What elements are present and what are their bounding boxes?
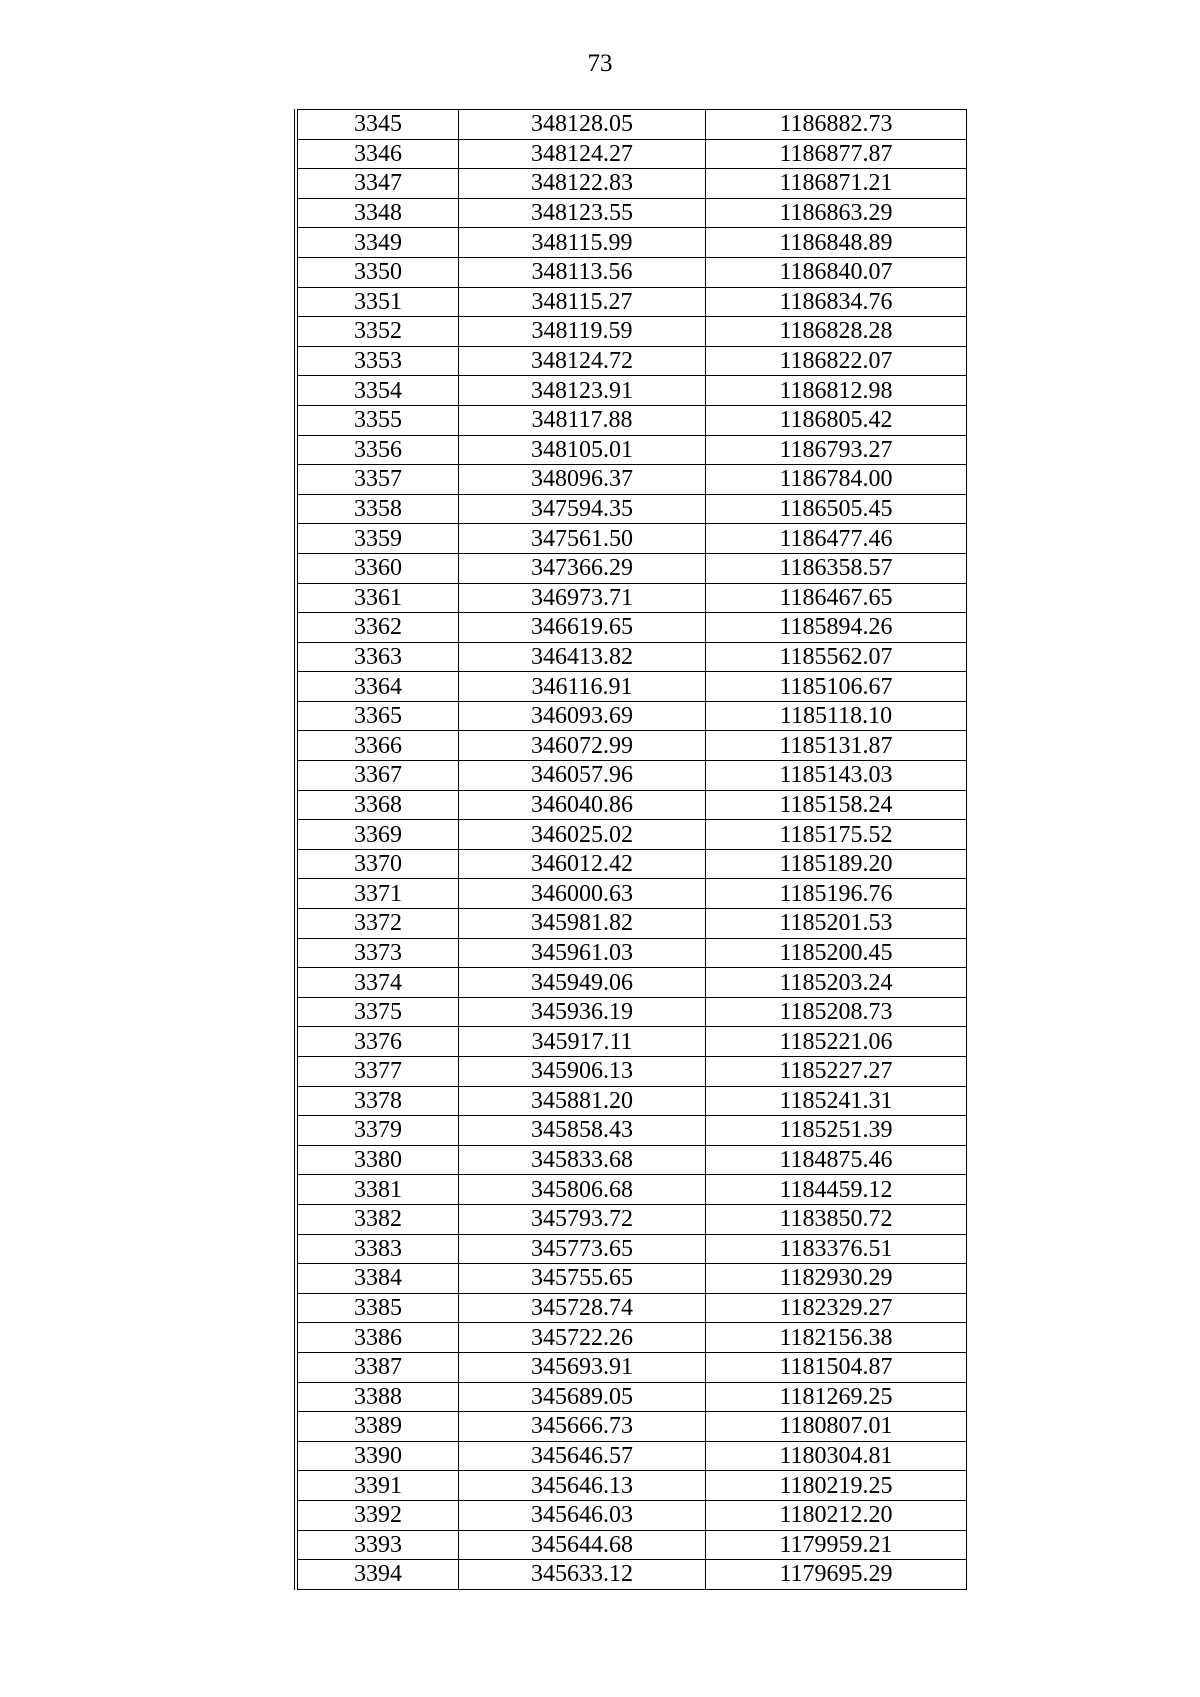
x-coordinate-cell: 348119.59 bbox=[459, 317, 706, 347]
table-row bbox=[296, 1175, 967, 1205]
table-row bbox=[296, 583, 967, 613]
y-coordinate-cell: 1186805.42 bbox=[706, 405, 967, 435]
table-row bbox=[296, 1500, 967, 1530]
point-number-cell: 3361 bbox=[296, 583, 459, 613]
table-row bbox=[296, 553, 967, 583]
point-number-cell: 3365 bbox=[296, 701, 459, 731]
x-coordinate-cell: 346093.69 bbox=[459, 701, 706, 731]
point-number-cell: 3375 bbox=[296, 997, 459, 1027]
y-coordinate-cell: 1185143.03 bbox=[706, 761, 967, 791]
point-number-cell: 3348 bbox=[296, 198, 459, 228]
x-coordinate-cell: 345646.13 bbox=[459, 1471, 706, 1501]
y-coordinate-cell: 1186477.46 bbox=[706, 524, 967, 554]
table-row bbox=[296, 1293, 967, 1323]
x-coordinate-cell: 345644.68 bbox=[459, 1530, 706, 1560]
point-number-cell: 3345 bbox=[296, 110, 459, 140]
y-coordinate-cell: 1179695.29 bbox=[706, 1560, 967, 1590]
y-coordinate-cell: 1180304.81 bbox=[706, 1441, 967, 1471]
x-coordinate-cell: 345646.57 bbox=[459, 1441, 706, 1471]
point-number-cell: 3378 bbox=[296, 1086, 459, 1116]
y-coordinate-cell: 1186793.27 bbox=[706, 435, 967, 465]
x-coordinate-cell: 348105.01 bbox=[459, 435, 706, 465]
y-coordinate-cell: 1185894.26 bbox=[706, 613, 967, 643]
y-coordinate-cell: 1183376.51 bbox=[706, 1234, 967, 1264]
y-coordinate-cell: 1181269.25 bbox=[706, 1382, 967, 1412]
y-coordinate-cell: 1182329.27 bbox=[706, 1293, 967, 1323]
x-coordinate-cell: 345881.20 bbox=[459, 1086, 706, 1116]
table-row bbox=[296, 1057, 967, 1087]
table-row bbox=[296, 938, 967, 968]
x-coordinate-cell: 348123.55 bbox=[459, 198, 706, 228]
table-row bbox=[296, 376, 967, 406]
x-coordinate-cell: 345936.19 bbox=[459, 997, 706, 1027]
table-row bbox=[296, 435, 967, 465]
table-row bbox=[296, 169, 967, 199]
y-coordinate-cell: 1185175.52 bbox=[706, 820, 967, 850]
x-coordinate-cell: 345981.82 bbox=[459, 909, 706, 939]
table-row bbox=[296, 761, 967, 791]
table-row bbox=[296, 1116, 967, 1146]
y-coordinate-cell: 1182930.29 bbox=[706, 1264, 967, 1294]
page-number: 73 bbox=[587, 50, 613, 77]
x-coordinate-cell: 348096.37 bbox=[459, 465, 706, 495]
x-coordinate-cell: 348115.99 bbox=[459, 228, 706, 258]
table-row bbox=[296, 1027, 967, 1057]
point-number-cell: 3350 bbox=[296, 257, 459, 287]
point-number-cell: 3393 bbox=[296, 1530, 459, 1560]
y-coordinate-cell: 1186863.29 bbox=[706, 198, 967, 228]
y-coordinate-cell: 1185241.31 bbox=[706, 1086, 967, 1116]
y-coordinate-cell: 1185200.45 bbox=[706, 938, 967, 968]
x-coordinate-cell: 345633.12 bbox=[459, 1560, 706, 1590]
coordinates-table-body bbox=[296, 110, 967, 1590]
x-coordinate-cell: 345728.74 bbox=[459, 1293, 706, 1323]
y-coordinate-cell: 1184459.12 bbox=[706, 1175, 967, 1205]
point-number-cell: 3356 bbox=[296, 435, 459, 465]
x-coordinate-cell: 346057.96 bbox=[459, 761, 706, 791]
point-number-cell: 3390 bbox=[296, 1441, 459, 1471]
y-coordinate-cell: 1185158.24 bbox=[706, 790, 967, 820]
table-row bbox=[296, 790, 967, 820]
y-coordinate-cell: 1186871.21 bbox=[706, 169, 967, 199]
y-coordinate-cell: 1186822.07 bbox=[706, 346, 967, 376]
table-row bbox=[296, 524, 967, 554]
x-coordinate-cell: 345693.91 bbox=[459, 1352, 706, 1382]
point-number-cell: 3385 bbox=[296, 1293, 459, 1323]
point-number-cell: 3383 bbox=[296, 1234, 459, 1264]
point-number-cell: 3380 bbox=[296, 1145, 459, 1175]
table-row bbox=[296, 317, 967, 347]
table-row bbox=[296, 1086, 967, 1116]
x-coordinate-cell: 346116.91 bbox=[459, 672, 706, 702]
y-coordinate-cell: 1185251.39 bbox=[706, 1116, 967, 1146]
y-coordinate-cell: 1185118.10 bbox=[706, 701, 967, 731]
table-row bbox=[296, 879, 967, 909]
x-coordinate-cell: 348124.72 bbox=[459, 346, 706, 376]
table-row bbox=[296, 849, 967, 879]
x-coordinate-cell: 346973.71 bbox=[459, 583, 706, 613]
y-coordinate-cell: 1185208.73 bbox=[706, 997, 967, 1027]
y-coordinate-cell: 1185562.07 bbox=[706, 642, 967, 672]
y-coordinate-cell: 1179959.21 bbox=[706, 1530, 967, 1560]
table-row bbox=[296, 1323, 967, 1353]
table-row bbox=[296, 405, 967, 435]
point-number-cell: 3372 bbox=[296, 909, 459, 939]
y-coordinate-cell: 1184875.46 bbox=[706, 1145, 967, 1175]
point-number-cell: 3369 bbox=[296, 820, 459, 850]
y-coordinate-cell: 1185201.53 bbox=[706, 909, 967, 939]
x-coordinate-cell: 345806.68 bbox=[459, 1175, 706, 1205]
point-number-cell: 3379 bbox=[296, 1116, 459, 1146]
point-number-cell: 3367 bbox=[296, 761, 459, 791]
y-coordinate-cell: 1185227.27 bbox=[706, 1057, 967, 1087]
table-row bbox=[296, 642, 967, 672]
table-row bbox=[296, 1234, 967, 1264]
x-coordinate-cell: 346000.63 bbox=[459, 879, 706, 909]
table-row bbox=[296, 1352, 967, 1382]
y-coordinate-cell: 1186840.07 bbox=[706, 257, 967, 287]
point-number-cell: 3359 bbox=[296, 524, 459, 554]
table-row bbox=[296, 1382, 967, 1412]
x-coordinate-cell: 348128.05 bbox=[459, 110, 706, 140]
table-row bbox=[296, 346, 967, 376]
x-coordinate-cell: 347366.29 bbox=[459, 553, 706, 583]
point-number-cell: 3368 bbox=[296, 790, 459, 820]
table-row bbox=[296, 139, 967, 169]
point-number-cell: 3347 bbox=[296, 169, 459, 199]
point-number-cell: 3349 bbox=[296, 228, 459, 258]
table-row bbox=[296, 465, 967, 495]
point-number-cell: 3353 bbox=[296, 346, 459, 376]
point-number-cell: 3346 bbox=[296, 139, 459, 169]
point-number-cell: 3388 bbox=[296, 1382, 459, 1412]
x-coordinate-cell: 345689.05 bbox=[459, 1382, 706, 1412]
x-coordinate-cell: 345646.03 bbox=[459, 1500, 706, 1530]
point-number-cell: 3358 bbox=[296, 494, 459, 524]
point-number-cell: 3374 bbox=[296, 968, 459, 998]
point-number-cell: 3376 bbox=[296, 1027, 459, 1057]
point-number-cell: 3391 bbox=[296, 1471, 459, 1501]
x-coordinate-cell: 348123.91 bbox=[459, 376, 706, 406]
y-coordinate-cell: 1186358.57 bbox=[706, 553, 967, 583]
point-number-cell: 3362 bbox=[296, 613, 459, 643]
y-coordinate-cell: 1182156.38 bbox=[706, 1323, 967, 1353]
x-coordinate-cell: 347594.35 bbox=[459, 494, 706, 524]
table-row bbox=[296, 731, 967, 761]
table-row bbox=[296, 110, 967, 140]
point-number-cell: 3386 bbox=[296, 1323, 459, 1353]
y-coordinate-cell: 1183850.72 bbox=[706, 1204, 967, 1234]
point-number-cell: 3389 bbox=[296, 1412, 459, 1442]
x-coordinate-cell: 348115.27 bbox=[459, 287, 706, 317]
point-number-cell: 3392 bbox=[296, 1500, 459, 1530]
point-number-cell: 3370 bbox=[296, 849, 459, 879]
point-number-cell: 3354 bbox=[296, 376, 459, 406]
y-coordinate-cell: 1185196.76 bbox=[706, 879, 967, 909]
point-number-cell: 3363 bbox=[296, 642, 459, 672]
point-number-cell: 3377 bbox=[296, 1057, 459, 1087]
y-coordinate-cell: 1185131.87 bbox=[706, 731, 967, 761]
table-row bbox=[296, 701, 967, 731]
x-coordinate-cell: 346413.82 bbox=[459, 642, 706, 672]
table-row bbox=[296, 494, 967, 524]
y-coordinate-cell: 1185221.06 bbox=[706, 1027, 967, 1057]
point-number-cell: 3351 bbox=[296, 287, 459, 317]
x-coordinate-cell: 345666.73 bbox=[459, 1412, 706, 1442]
table-row bbox=[296, 1145, 967, 1175]
x-coordinate-cell: 345961.03 bbox=[459, 938, 706, 968]
table-row bbox=[296, 1204, 967, 1234]
y-coordinate-cell: 1185203.24 bbox=[706, 968, 967, 998]
table-row bbox=[296, 198, 967, 228]
table-row bbox=[296, 287, 967, 317]
y-coordinate-cell: 1186877.87 bbox=[706, 139, 967, 169]
point-number-cell: 3366 bbox=[296, 731, 459, 761]
point-number-cell: 3352 bbox=[296, 317, 459, 347]
x-coordinate-cell: 348124.27 bbox=[459, 139, 706, 169]
y-coordinate-cell: 1181504.87 bbox=[706, 1352, 967, 1382]
point-number-cell: 3394 bbox=[296, 1560, 459, 1590]
table-row bbox=[296, 909, 967, 939]
point-number-cell: 3371 bbox=[296, 879, 459, 909]
x-coordinate-cell: 345833.68 bbox=[459, 1145, 706, 1175]
point-number-cell: 3387 bbox=[296, 1352, 459, 1382]
coordinates-table bbox=[294, 109, 967, 1590]
x-coordinate-cell: 347561.50 bbox=[459, 524, 706, 554]
x-coordinate-cell: 345773.65 bbox=[459, 1234, 706, 1264]
y-coordinate-cell: 1186834.76 bbox=[706, 287, 967, 317]
point-number-cell: 3381 bbox=[296, 1175, 459, 1205]
point-number-cell: 3384 bbox=[296, 1264, 459, 1294]
x-coordinate-cell: 348113.56 bbox=[459, 257, 706, 287]
table-row bbox=[296, 820, 967, 850]
x-coordinate-cell: 345949.06 bbox=[459, 968, 706, 998]
y-coordinate-cell: 1180219.25 bbox=[706, 1471, 967, 1501]
table-row bbox=[296, 228, 967, 258]
table-row bbox=[296, 1412, 967, 1442]
table-row bbox=[296, 257, 967, 287]
table-row bbox=[296, 997, 967, 1027]
table-row bbox=[296, 1471, 967, 1501]
point-number-cell: 3364 bbox=[296, 672, 459, 702]
x-coordinate-cell: 346025.02 bbox=[459, 820, 706, 850]
x-coordinate-cell: 348117.88 bbox=[459, 405, 706, 435]
y-coordinate-cell: 1186882.73 bbox=[706, 110, 967, 140]
y-coordinate-cell: 1186505.45 bbox=[706, 494, 967, 524]
table-row bbox=[296, 1441, 967, 1471]
x-coordinate-cell: 345917.11 bbox=[459, 1027, 706, 1057]
x-coordinate-cell: 345793.72 bbox=[459, 1204, 706, 1234]
y-coordinate-cell: 1186848.89 bbox=[706, 228, 967, 258]
point-number-cell: 3360 bbox=[296, 553, 459, 583]
table-row bbox=[296, 1530, 967, 1560]
x-coordinate-cell: 345906.13 bbox=[459, 1057, 706, 1087]
table-row bbox=[296, 968, 967, 998]
x-coordinate-cell: 348122.83 bbox=[459, 169, 706, 199]
x-coordinate-cell: 346072.99 bbox=[459, 731, 706, 761]
y-coordinate-cell: 1186828.28 bbox=[706, 317, 967, 347]
y-coordinate-cell: 1186467.65 bbox=[706, 583, 967, 613]
point-number-cell: 3373 bbox=[296, 938, 459, 968]
x-coordinate-cell: 346012.42 bbox=[459, 849, 706, 879]
table-row bbox=[296, 1264, 967, 1294]
table-row bbox=[296, 613, 967, 643]
y-coordinate-cell: 1180212.20 bbox=[706, 1500, 967, 1530]
x-coordinate-cell: 346040.86 bbox=[459, 790, 706, 820]
x-coordinate-cell: 345755.65 bbox=[459, 1264, 706, 1294]
y-coordinate-cell: 1185189.20 bbox=[706, 849, 967, 879]
x-coordinate-cell: 346619.65 bbox=[459, 613, 706, 643]
y-coordinate-cell: 1180807.01 bbox=[706, 1412, 967, 1442]
point-number-cell: 3355 bbox=[296, 405, 459, 435]
y-coordinate-cell: 1186812.98 bbox=[706, 376, 967, 406]
y-coordinate-cell: 1186784.00 bbox=[706, 465, 967, 495]
table-row bbox=[296, 1560, 967, 1590]
x-coordinate-cell: 345858.43 bbox=[459, 1116, 706, 1146]
point-number-cell: 3357 bbox=[296, 465, 459, 495]
point-number-cell: 3382 bbox=[296, 1204, 459, 1234]
y-coordinate-cell: 1185106.67 bbox=[706, 672, 967, 702]
table-row bbox=[296, 672, 967, 702]
x-coordinate-cell: 345722.26 bbox=[459, 1323, 706, 1353]
